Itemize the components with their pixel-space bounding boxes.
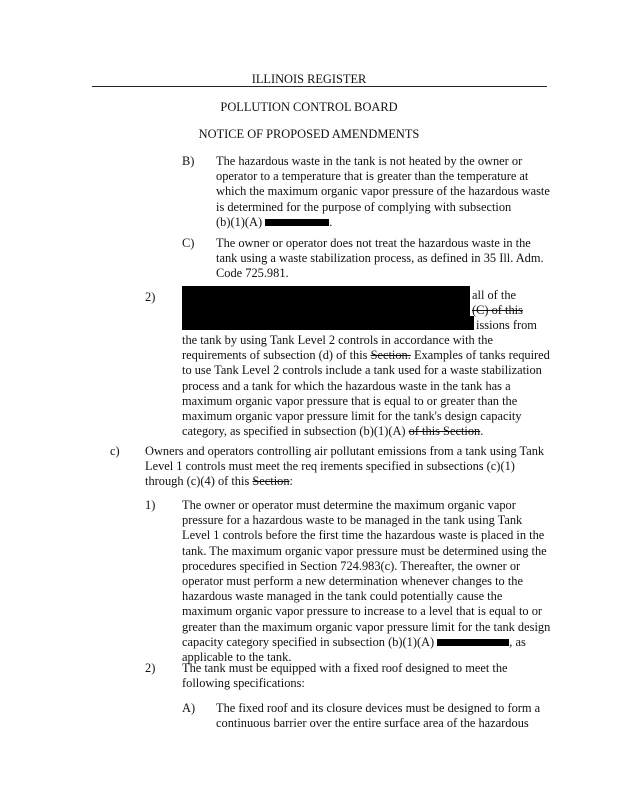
text-line: maximum organic vapor pressure limit for the tank's design capacity <box>182 409 522 424</box>
text-line <box>216 215 550 230</box>
text-fragment: . <box>329 214 333 229</box>
struck-text: Section <box>252 474 290 489</box>
text-line: The owner or operator must determine the maximum organic vapor <box>182 498 516 512</box>
text-line: pressure for a hazardous waste to be managed in the tank using Tank <box>182 513 523 528</box>
item-c2-label: 2) <box>145 661 156 675</box>
text-line: continuous barrier over the entire surface area of the hazardous <box>216 716 529 731</box>
text-line: Level 1 controls must meet the req irements specified in subsections (c)(1) <box>145 459 515 474</box>
text-line: tank. The maximum organic vapor pressure must be determined using the <box>182 543 547 558</box>
item-2-text <box>182 333 550 439</box>
item-c2a-text <box>216 701 540 731</box>
redaction-block <box>182 286 470 302</box>
text-fragment: (b)(1)(A) <box>216 214 263 229</box>
text-fragment: through (c)(4) of this <box>145 474 250 489</box>
item-2-label: 2) <box>145 290 156 304</box>
text-line <box>182 424 550 439</box>
text-line: The tank must be equipped with a fixed roof designed to meet the <box>182 661 508 675</box>
item-2-line2-strike: (C) of this <box>472 303 523 317</box>
text-line <box>182 635 550 650</box>
text-line: the tank by using Tank Level 2 controls in accordance with the <box>182 333 493 347</box>
redaction-mark <box>437 639 509 646</box>
text-fragment: category, as specified in subsection (b)(1)(A) <box>182 424 406 439</box>
text-fragment: Examples of tanks required <box>410 348 550 363</box>
item-c1-text <box>182 498 550 665</box>
item-c1-label: 1) <box>145 498 156 512</box>
item-c-label: C) <box>182 236 195 250</box>
redaction-block <box>182 302 470 316</box>
notice-title: NOTICE OF PROPOSED AMENDMENTS <box>198 127 420 141</box>
text-line: which the maximum organic vapor pressure of the hazardous waste <box>216 184 550 199</box>
text-line: Owners and operators controlling air pollutant emissions from a tank using Tank <box>145 444 545 458</box>
item-c2a-label: A) <box>182 701 196 715</box>
item-b-text <box>216 154 550 230</box>
item-2-line3-end: issions from <box>476 318 537 332</box>
register-title: ILLINOIS REGISTER <box>251 72 367 86</box>
text-fragment: , as <box>509 634 526 649</box>
text-fragment: capacity category specified in subsection (b)(1)(A) <box>182 634 435 649</box>
board-title: POLLUTION CONTROL BOARD <box>220 100 398 114</box>
text-line: maximum organic vapor pressure that is equal to or greater than the <box>182 393 518 408</box>
item-c-lower-text <box>145 444 544 490</box>
text-line: The fixed roof and its closure devices must be designed to form a <box>216 701 541 715</box>
item-c-lower-label: c) <box>110 444 120 458</box>
text-line: The owner or operator does not treat the hazardous waste in the <box>216 236 531 250</box>
struck-text: Section. <box>370 348 411 363</box>
text-fragment: . <box>480 424 484 439</box>
text-line: hazardous waste managed in the tank could potentially cause the <box>182 589 503 604</box>
text-line: greater than the maximum organic vapor pressure limit for the tank design <box>182 619 551 634</box>
text-line: operator to a temperature that is greater than the temperature at <box>216 169 529 184</box>
struck-text: of this Section <box>408 424 481 439</box>
text-line <box>182 348 550 363</box>
text-fragment: requirements of subsection (d) of this <box>182 348 371 363</box>
item-b-label: B) <box>182 154 195 168</box>
item-2-line1-end: all of the <box>472 288 517 302</box>
redaction-mark <box>265 219 329 226</box>
redaction-block <box>182 316 474 330</box>
text-line: to use Tank Level 2 controls include a tank used for a waste stabilization <box>182 363 542 378</box>
text-line: procedures specified in Section 724.983(c). Thereafter, the owner or <box>182 558 521 573</box>
text-line: maximum organic vapor pressure to increase to a level that is equal to or <box>182 604 543 619</box>
text-line: following specifications: <box>182 676 305 691</box>
text-line: operator must perform a new determination whenever changes to the <box>182 574 523 589</box>
header-rule <box>92 86 547 87</box>
text-line: tank using a waste stabilization process, as defined in 35 Ill. Adm. <box>216 251 544 266</box>
text-line: applicable to the tank. <box>182 650 292 665</box>
text-line: Code 725.981. <box>216 266 289 281</box>
item-c2-text <box>182 661 508 691</box>
text-line: Level 1 controls before the first time the hazardous waste is placed in the <box>182 528 545 543</box>
text-fragment: : <box>289 474 293 489</box>
text-line: process and a tank for which the hazardous waste in the tank has a <box>182 378 511 393</box>
text-line: The hazardous waste in the tank is not heated by the owner or <box>216 154 523 168</box>
text-line <box>145 474 544 489</box>
text-line: is determined for the purpose of complying with subsection <box>216 199 512 214</box>
item-c-text <box>216 236 544 282</box>
